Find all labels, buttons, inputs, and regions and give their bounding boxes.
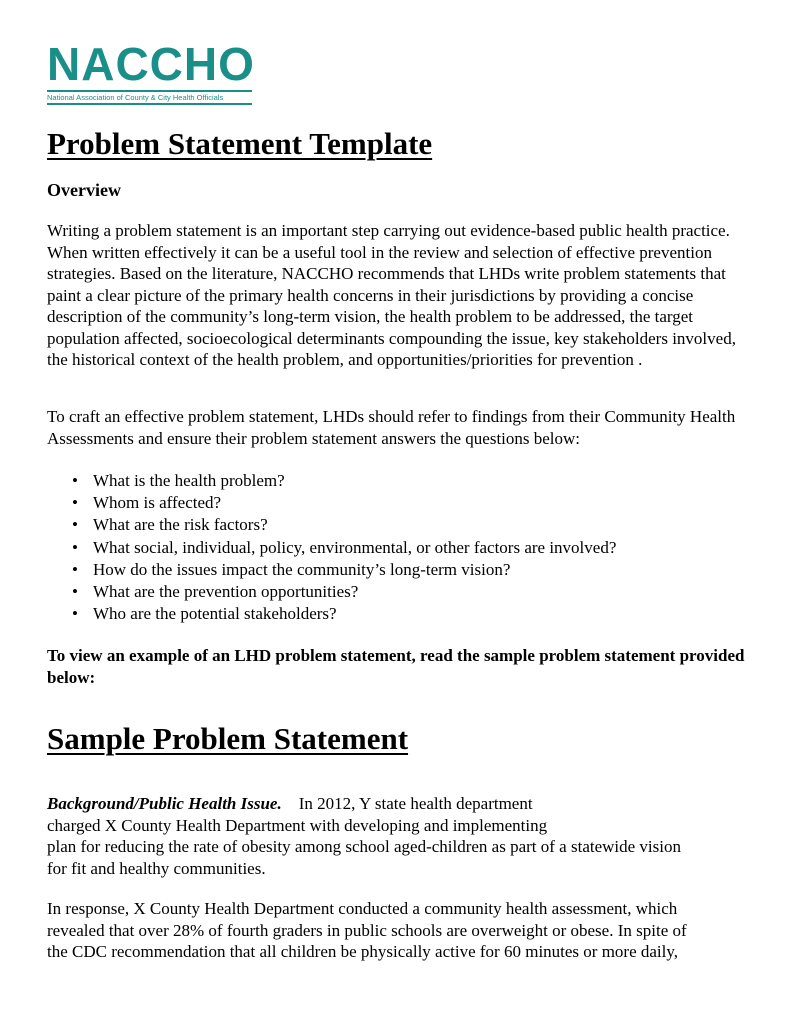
background-line-2: charged X County Health Department with developing and implementing [47, 815, 548, 835]
logo-wordmark: NACCHO [47, 38, 255, 90]
instructions-paragraph: To craft an effective problem statement, LHDs should refer to findings from their Community Health Assessments and ensure their problem statement answers the questions below: [47, 407, 736, 448]
bullet-icon: • [72, 582, 78, 602]
background-line-1: Background/Public Health Issue. In 2012, Y state health department [47, 794, 533, 813]
list-item [47, 492, 616, 514]
overview-paragraph: Writing a problem statement is an important step carrying out evidence-based public health practice. When written effectively it can be a useful tool in the review and selection of effective prevention strategies. Based on the literature, NACCHO recommends that LHDs write problem statements that paint a clear picture of the primary health concerns in their jurisdictions by providing a concise description of the community’s long-term vision, the health problem to be addressed, the target population affected, socioecological determinants compounding the issue, key stakeholders involved, the historical context of the health problem, and opportunities/priorities for prevention . [47, 221, 736, 369]
example-note: To view an example of an LHD problem statement, read the sample problem statement provided below: [47, 646, 745, 687]
background-line-3: plan for reducing the rate of obesity among school aged-children as part of a statewide vision [47, 837, 681, 856]
bullet-icon: • [72, 537, 78, 557]
bullet-icon: • [72, 471, 78, 490]
list-item-text: What are the risk factors? [93, 515, 268, 535]
list-item [47, 514, 616, 536]
background-line-4: for fit and healthy communities. [47, 858, 266, 878]
list-item-text: How do the issues impact the community’s long-term vision? [93, 559, 511, 579]
naccho-logo [47, 38, 255, 105]
list-item-text: Whom is affected? [93, 493, 222, 513]
bullet-icon: • [72, 515, 78, 535]
list-item [47, 603, 616, 625]
list-item [47, 537, 616, 559]
logo-subtitle: National Association of County & City Health Officials [47, 90, 252, 105]
background-label: Background/Public Health Issue. [47, 794, 282, 813]
list-item-text: Who are the potential stakeholders? [93, 604, 337, 624]
questions-list [47, 470, 616, 625]
page-title: Problem Statement Template [47, 126, 433, 161]
background-paragraph [47, 793, 747, 879]
list-item-text: What are the prevention opportunities? [93, 582, 359, 602]
list-item [47, 470, 616, 492]
list-item [47, 581, 616, 603]
bullet-icon: • [72, 559, 78, 579]
response-line-3: the CDC recommendation that all children be physically active for 60 minutes or more daily, [47, 942, 679, 961]
bullet-icon: • [72, 604, 78, 624]
list-item-text: What is the health problem? [93, 471, 285, 490]
response-paragraph [47, 898, 747, 963]
response-line-2: revealed that over 28% of fourth graders in public schools are overweight or obese. In spite of [47, 920, 687, 940]
response-line-1: In response, X County Health Department conducted a community health assessment, which [47, 899, 678, 918]
bullet-icon: • [72, 493, 78, 513]
list-item [47, 559, 616, 581]
sample-heading: Sample Problem Statement [47, 721, 409, 756]
overview-heading: Overview [47, 180, 121, 200]
list-item-text: What social, individual, policy, environmental, or other factors are involved? [93, 537, 617, 557]
